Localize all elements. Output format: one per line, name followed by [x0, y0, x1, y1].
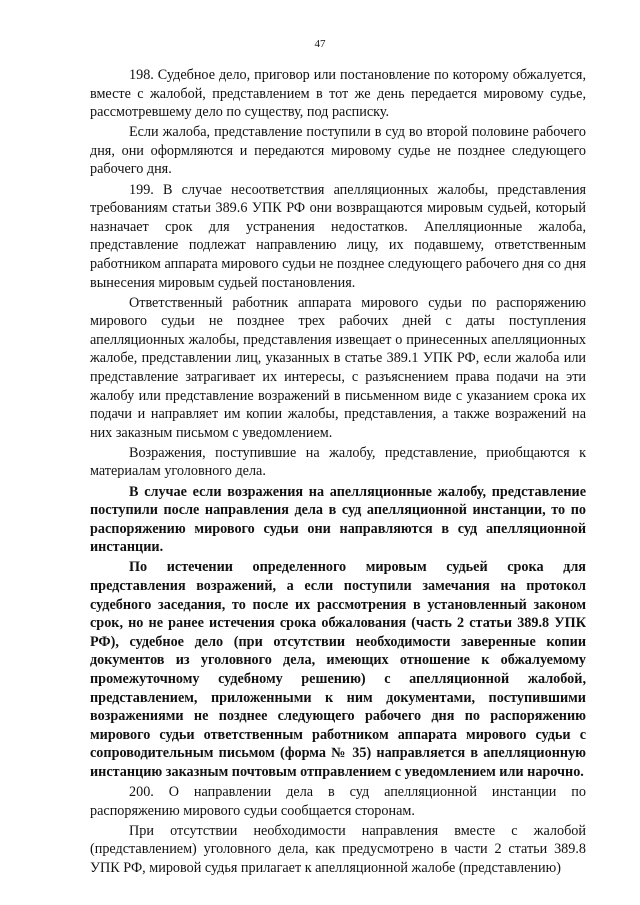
- paragraph-9: При отсутствии необходимости направления вместе с жалобой (представлением) уголовного дела, как предусмотрено в части 2 статьи 389.8 УПК РФ, мировой судья прилагает к апелляционной жалобе (представлению): [90, 822, 586, 876]
- paragraph-6: В случае если возражения на апелляционные жалобу, представление поступили после направления дела в суд апелляционной инстанции, то по распоряжению мирового судьи они направляются в суд апелляционной инстанции.: [90, 483, 586, 556]
- paragraph-2: Если жалоба, представление поступили в суд во второй половине рабочего дня, они оформляются и передаются мировому судье не позднее следующего рабочего дня.: [90, 124, 586, 178]
- paragraph-8: 200. О направлении дела в суд апелляционной инстанции по распоряжению мирового судьи сообщается сторонам.: [90, 784, 586, 819]
- paragraph-4: Ответственный работник аппарата мирового судьи по распоряжению мирового судьи не позднее трех рабочих дней с даты поступления апелляционных жалобы, представления извещает о принесенных апелляционных жалобе, представлении лиц, указанных в статье 389.1 УПК РФ, если жалоба или представление затрагивает их интересы, с разъяснением права подачи на эти жалобу или представление возражений в письменном виде с указанием срока их подачи и направляет им копии жалобы, представления, а также возражений на них заказным письмом с уведомлением.: [90, 294, 586, 441]
- paragraph-1: 198. Судебное дело, приговор или постановление по которому обжалуется, вместе с жалобой, представлением в тот же день передается мировому судье, рассмотревшему дело по существу, под расписку.: [90, 67, 586, 121]
- document-body: [90, 66, 586, 879]
- paragraph-3: 199. В случае несоответствия апелляционных жалобы, представления требованиям статьи 389.6 УПК РФ они возвращаются мировым судьей, который назначает срок для устранения недостатков. Апелляционные жалоба, представление подлежат направлению лицу, их подавшему, ответственным работником аппарата мирового судьи не позднее следующего рабочего дня со дня вынесения мировым судьей постановления.: [90, 181, 586, 291]
- page-number: 47: [314, 38, 326, 50]
- paragraph-7: По истечении определенного мировым судьей срока для представления возражений, а если поступили замечания на протокол судебного заседания, то после их рассмотрения в установленный законом срок, но не ранее истечения срока обжалования (часть 2 статьи 389.8 УПК РФ), судебное дело (при отсутствии необходимости заверенные копии документов из уголовного дела, имеющих отношение к обжалуемому промежуточному судебному решению) с апелляционной жалобой, представлением, приложенными к ним документами, поступившими возражениями не позднее следующего рабочего дня по распоряжению мирового судьи ответственным работником аппарата мирового судьи с сопроводительным письмом (форма № 35) направляется в апелляционную инстанцию заказным почтовым отправлением с уведомлением или нарочно.: [90, 559, 586, 780]
- paragraph-5: Возражения, поступившие на жалобу, представление, приобщаются к материалам уголовного дела.: [90, 444, 586, 480]
